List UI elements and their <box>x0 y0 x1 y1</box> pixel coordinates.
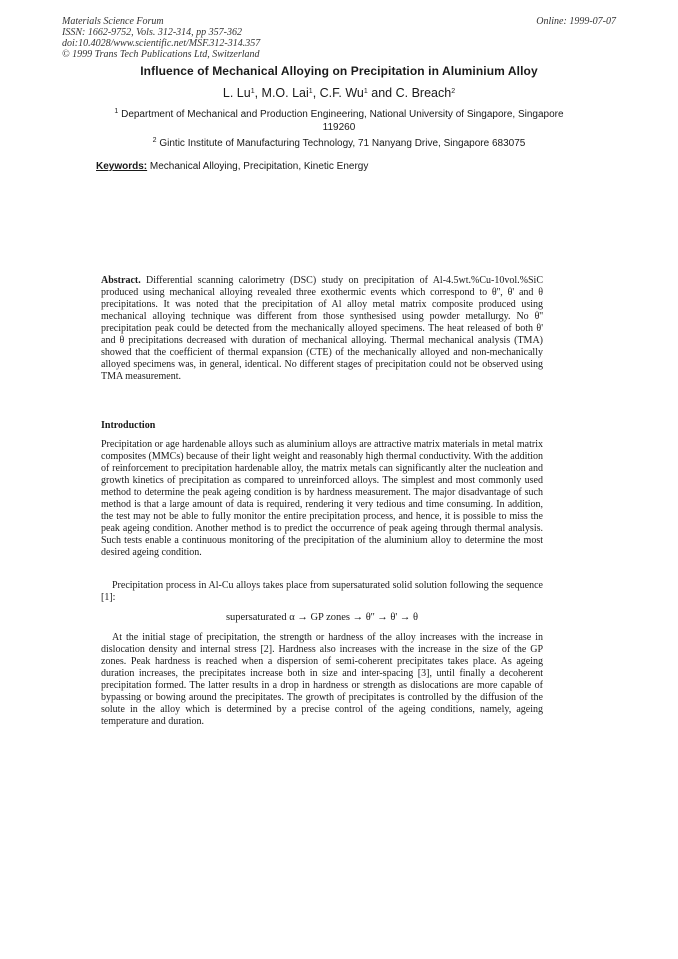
paper-title: Influence of Mechanical Alloying on Precipitation in Aluminium Alloy <box>140 64 538 78</box>
online-date: Online: 1999-07-07 <box>536 16 616 27</box>
section-heading: Introduction <box>101 420 156 431</box>
author-separator: , <box>254 86 262 100</box>
abstract <box>101 275 543 383</box>
author-list <box>0 86 678 100</box>
keywords <box>96 161 368 172</box>
introduction-paragraph-2 <box>101 580 543 604</box>
author-name: C. Breach <box>395 86 452 100</box>
author-affiliation-mark: 1 <box>250 88 255 95</box>
author-separator: and <box>367 86 396 100</box>
author-separator: , <box>312 86 320 100</box>
journal-header <box>62 16 260 60</box>
affiliation-2 <box>110 137 568 150</box>
author-name: C.F. Wu <box>319 86 364 100</box>
author-affiliation-mark: 1 <box>363 88 368 95</box>
affiliation-1 <box>110 108 568 134</box>
introduction-paragraph-1 <box>101 439 543 559</box>
journal-name: Materials Science Forum <box>62 16 164 27</box>
abstract-text: Differential scanning calorimetry (DSC) study on precipitation of Al-4.5wt.%Cu-10vol.%SiC produced using mechanical alloying revealed three exothermic events which correspond to θ'', θ' and θ precipitations. It was noted that the precipitation of Al alloy metal matrix composite produced using mechanical alloying technique was different from those synthesised using powder metallurgy. No θ'' precipitation peak could be detected from the mechanically alloyed specimens. The heat released of both θ' and θ precipitations decreased with duration of mechanical alloying. Thermal mechanical analysis (TMA) showed that the coefficient of thermal expansion (CTE) of the mechanically alloyed and non-mechanically alloyed specimens was, in general, identical. No different stages of precipitation could not be observed using TMA measurement. <box>101 275 543 382</box>
precipitation-sequence-equation: supersaturated α → GP zones → θ'' → θ' → θ <box>225 612 419 623</box>
issn-line: ISSN: 1662-9752, Vols. 312-314, pp 357-362 <box>62 27 242 38</box>
doi-line[interactable]: doi:10.4028/www.scientific.net/MSF.312-314.357 <box>62 38 261 49</box>
author-affiliation-mark: 1 <box>308 88 313 95</box>
affiliation-text: Department of Mechanical and Production Engineering, National University of Singapore, Singapore 119260 <box>118 109 564 133</box>
author-name: L. Lu <box>222 86 251 100</box>
keywords-text: Mechanical Alloying, Precipitation, Kinetic Energy <box>147 161 369 172</box>
introduction-heading-block <box>101 420 543 432</box>
copyright-line: © 1999 Trans Tech Publications Ltd, Switzerland <box>62 49 260 60</box>
abstract-label: Abstract. <box>101 275 141 286</box>
author-affiliation-mark: 2 <box>451 88 456 95</box>
paragraph-text: At the initial stage of precipitation, the strength or hardness of the alloy increases with the increase in dislocation density and internal stress [2]. Hardness also increases with the increase in the size of the GP zones. Peak hardness is reached when a dispersion of semi-coherent precipitates takes place. As ageing duration increases, the precipitates increase both in size and inter-spacing [3], until finally a decoherent precipitation formed. The latter results in a drop in hardness or strength as dislocations are more capable of bypassing or bowing around the precipitates. The growth of precipitates is controlled by the diffusion of the solute in the alloy which is determined by a precise control of the ageing conditions, namely, ageing temperature and duration. <box>101 632 543 727</box>
keywords-label: Keywords: <box>96 161 148 172</box>
introduction-paragraph-3 <box>101 632 543 728</box>
paragraph-text: Precipitation or age hardenable alloys such as aluminium alloys are attractive matrix materials in metal matrix composites (MMCs) because of their light weight and reasonably high thermal conductivity. With the addition of reinforcement to precipitation hardenable alloy, the matrix metals can significantly alter the nucleation and growth kinetics of precipitation as compared to unreinforced alloys. The simplest and most commonly used method to determine the peak ageing condition is by hardness measurement. The major disadvantage of such method is that a large amount of data is required, rendering it very tedious and time consuming. In addition, the test may not be able to fully monitor the entire precipitation process, and hence, it is possible to miss the peak ageing condition. Another method is to predict the occurrence of peak ageing through thermal analysis. Such tests enable a continuous monitoring of the precipitation of the aluminium alloy to determine the most desired ageing condition. <box>101 439 543 558</box>
paragraph-text: Precipitation process in Al-Cu alloys takes place from supersaturated solid solution following the sequence [1]: <box>101 580 543 603</box>
affiliation-mark: 1 <box>114 108 119 115</box>
affiliation-mark: 2 <box>152 137 157 144</box>
affiliation-text: Gintic Institute of Manufacturing Technology, 71 Nanyang Drive, Singapore 683075 <box>156 138 526 149</box>
author-name: M.O. Lai <box>261 86 309 100</box>
